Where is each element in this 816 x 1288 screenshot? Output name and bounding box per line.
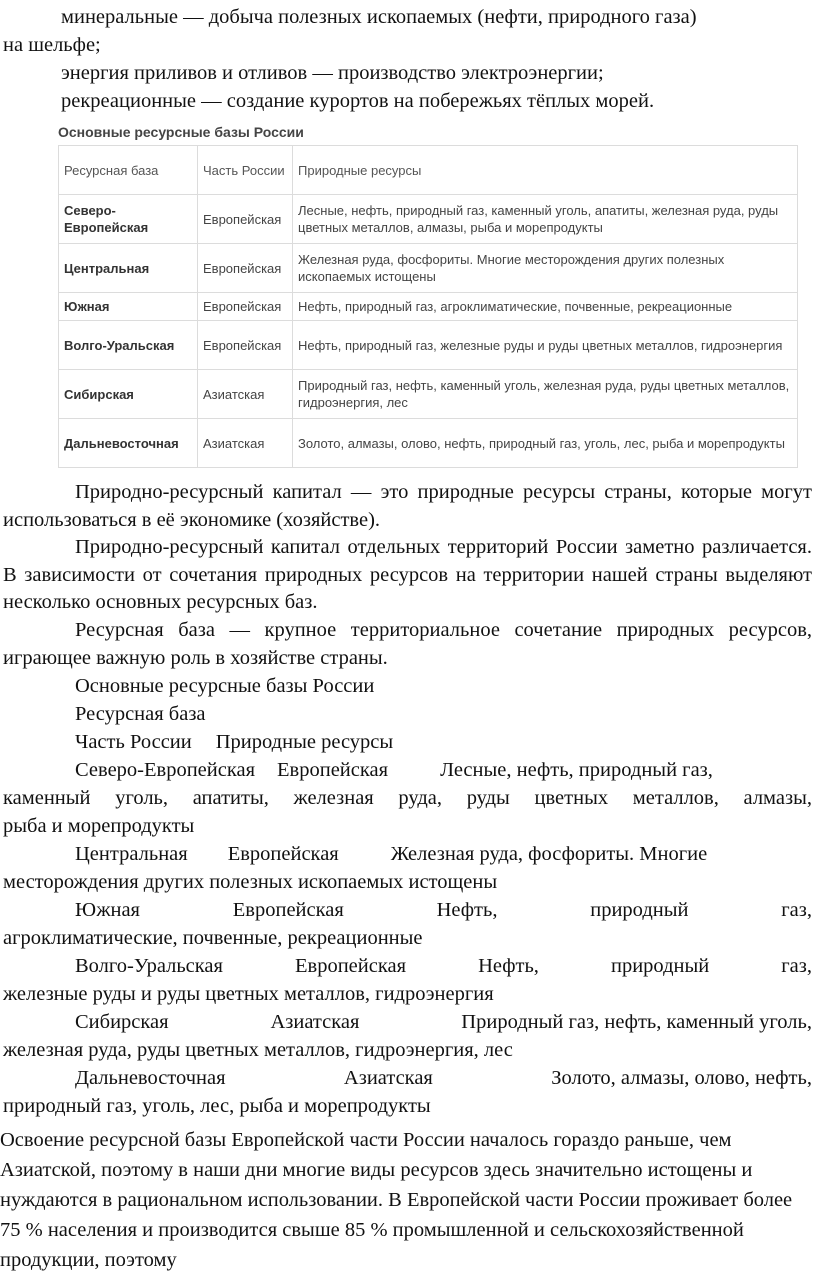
flattened-row-continuation: железная руда, руды цветных металлов, гидроэнергия, лес [3,1039,513,1061]
list-item-mineral: минеральные — добыча полезных ископаемых (нефти, природного газа) [61,6,697,28]
table-cell: Дальневосточная [59,419,198,468]
flattened-row-continuation: каменный уголь, апатиты, железная руда, руды цветных металлов, алмазы, [3,787,812,809]
table-cell: Европейская [198,293,293,321]
paragraph-european-development: Освоение ресурсной базы Европейской части России началось гораздо раньше, чем Азиатской, поэтому в наши дни многие виды ресурсов здесь значительно истощены и нуждаются в рациональном использовании. В Европейской части России проживает более 75 % населения и производится свыше 85 % промышленной и сельскохозяйственной продукции, поэтому [0,1129,793,1271]
table-cell: Европейская [198,244,293,293]
table-row [59,293,798,321]
table-cell: Природный газ, нефть, каменный уголь, железная руда, руды цветных металлов, гидроэнергия, лес [293,370,798,419]
table-row [59,321,798,370]
table-cell: Европейская [198,195,293,244]
table-cell: Сибирская [59,370,198,419]
paragraph-resource-base-definition: Ресурсная база — крупное территориальное сочетание природных ресурсов, играющее важную роль в хозяйстве страны. [3,619,812,669]
list-item-energy: энергия приливов и отливов — производство электроэнергии; [61,62,604,84]
flattened-row-continuation: агроклиматические, почвенные, рекреационные [3,927,423,949]
table-row [59,370,798,419]
table-cell: Азиатская [198,419,293,468]
table-cell: Европейская [198,321,293,370]
table-cell: Железная руда, фосфориты. Многие месторождения других полезных ископаемых истощены [293,244,798,293]
flattened-row-north-european: Северо-Европейская Европейская Лесные, нефть, природный газ, [75,759,713,781]
flattened-header-parts: Часть России Природные ресурсы [75,731,394,753]
list-item-mineral-cont: на шельфе; [3,34,101,56]
table-cell: Лесные, нефть, природный газ, каменный уголь, апатиты, железная руда, руды цветных металлов, алмазы, рыба и морепродукты [293,195,798,244]
flattened-row-continuation: природный газ, уголь, лес, рыба и морепродукты [3,1095,431,1117]
resource-bases-table [58,145,798,468]
header-cell: Ресурсная база [59,146,198,195]
header-cell: Природные ресурсы [293,146,798,195]
table-title: Основные ресурсные базы России [58,124,304,140]
table-cell: Нефть, природный газ, агроклиматические, почвенные, рекреационные [293,293,798,321]
flattened-row-continuation: железные руды и руды цветных металлов, гидроэнергия [3,983,494,1005]
table-cell: Азиатская [198,370,293,419]
table-cell: Волго-Уральская [59,321,198,370]
flattened-row-far-east: Дальневосточная Азиатская Золото, алмазы, олово, нефть, [75,1067,812,1089]
table-cell: Южная [59,293,198,321]
header-cell: Часть России [198,146,293,195]
table-header-row [59,146,798,195]
table-row [59,244,798,293]
flattened-row-south: Южная Европейская Нефть, природный газ, [75,899,812,921]
table-cell: Северо-Европейская [59,195,198,244]
table-row [59,419,798,468]
flattened-row-continuation: месторождения других полезных ископаемых истощены [3,871,498,893]
paragraph-capital-differences: Природно-ресурсный капитал отдельных территорий России заметно различается. В зависимости от сочетания природных ресурсов на территории нашей страны выделяют несколько основных ресурсных баз. [3,536,812,613]
table-cell: Нефть, природный газ, железные руды и руды цветных металлов, гидроэнергия [293,321,798,370]
table-cell: Центральная [59,244,198,293]
table-cell: Золото, алмазы, олово, нефть, природный газ, уголь, лес, рыба и морепродукты [293,419,798,468]
paragraph-capital-definition: Природно-ресурсный капитал — это природные ресурсы страны, которые могут использоваться в её экономике (хозяйстве). [3,481,812,531]
list-item-recreation: рекреационные — создание курортов на побережьях тёплых морей. [61,90,655,112]
flattened-row-central: Центральная Европейская Железная руда, фосфориты. Многие [75,843,708,865]
flattened-row-continuation: рыба и морепродукты [3,815,195,837]
flattened-row-volga-ural: Волго-Уральская Европейская Нефть, природный газ, [75,955,812,977]
flattened-row-siberian: Сибирская Азиатская Природный газ, нефть, каменный уголь, [75,1011,812,1033]
flattened-header-base: Ресурсная база [75,703,206,725]
table-row [59,195,798,244]
flattened-table-title: Основные ресурсные базы России [75,675,375,697]
